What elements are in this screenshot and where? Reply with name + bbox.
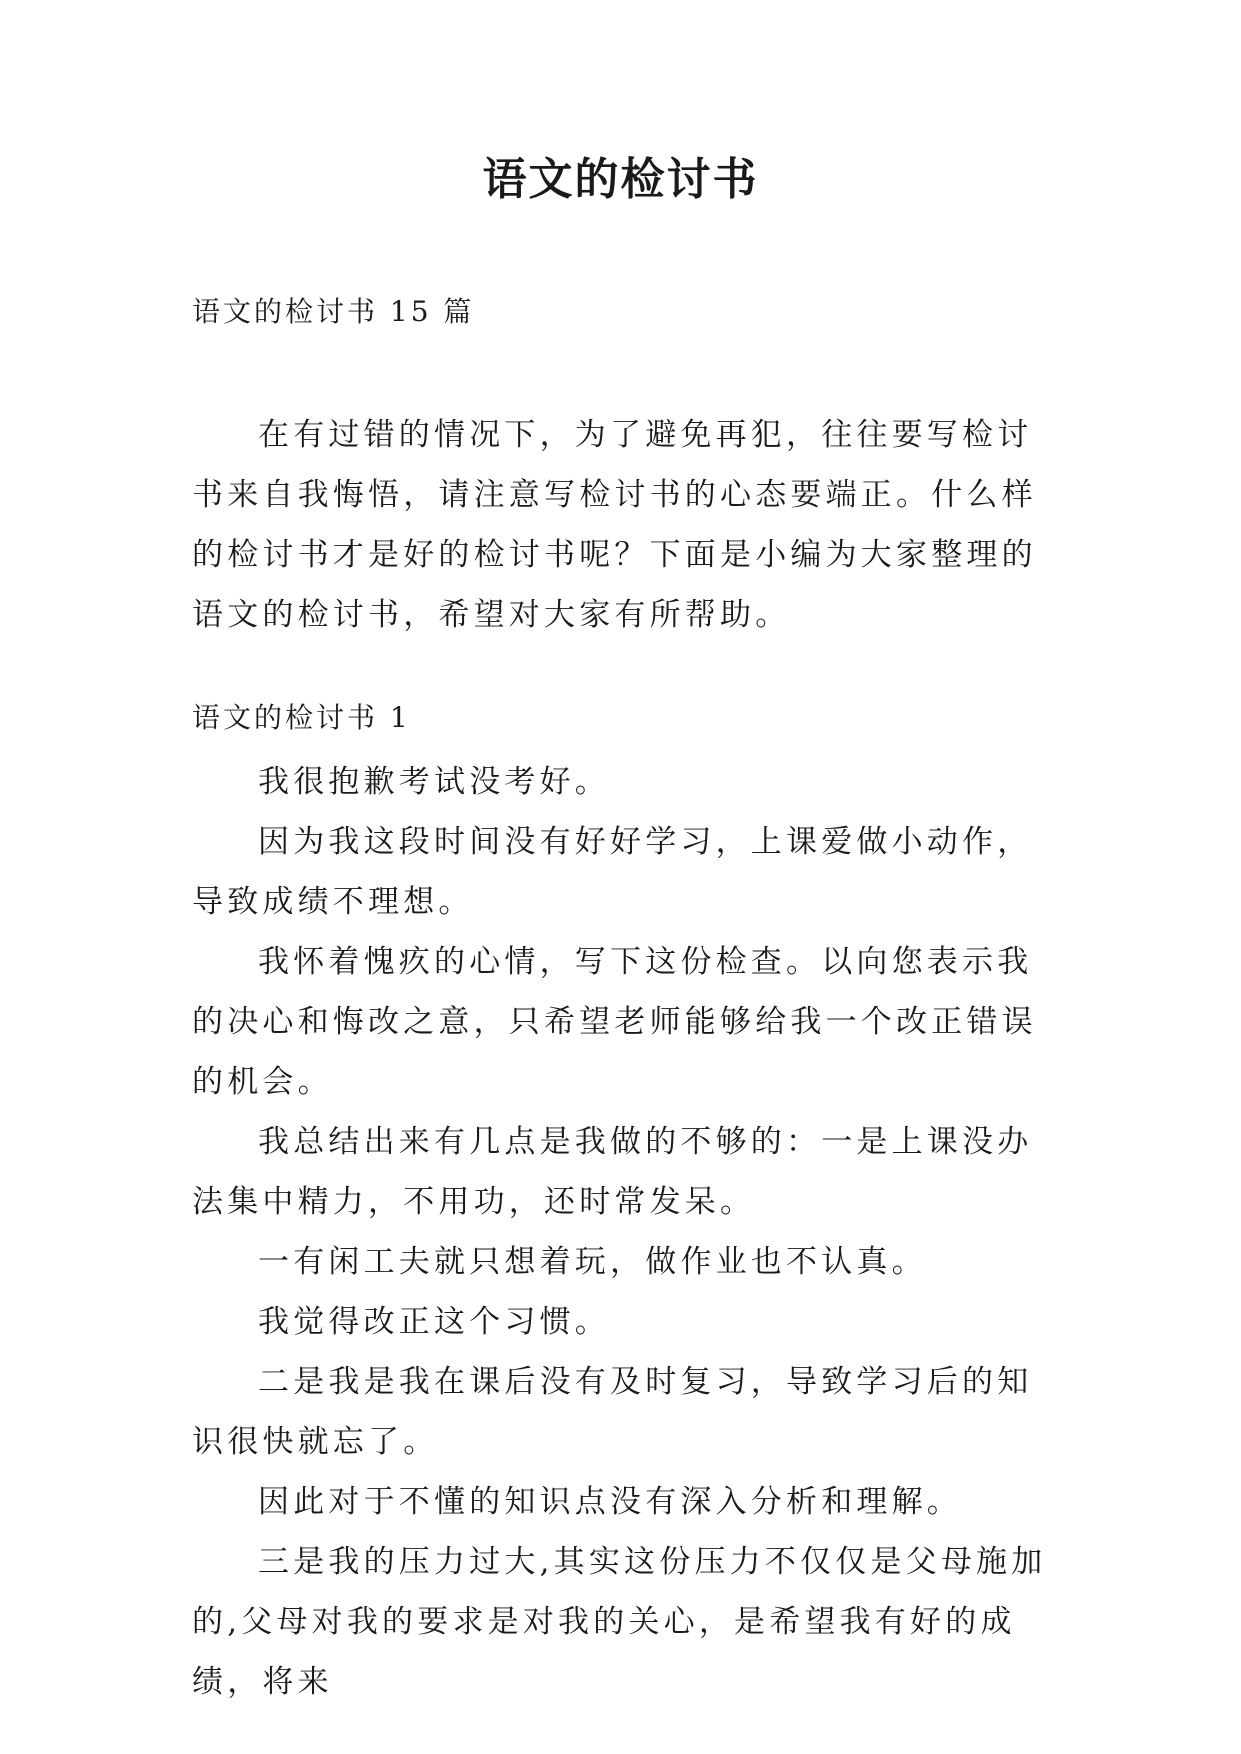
paragraph: 我总结出来有几点是我做的不够的：一是上课没办法集中精力，不用功，还时常发呆。 [192, 1124, 1033, 1220]
paragraph: 我觉得改正这个习惯。 [258, 1304, 610, 1340]
paragraph: 因此对于不懂的知识点没有深入分析和理解。 [258, 1484, 962, 1520]
paragraph: 二是我是我在课后没有及时复习，导致学习后的知识很快就忘了。 [192, 1364, 1033, 1460]
paragraph: 三是我的压力过大,其实这份压力不仅仅是父母施加的,父母对我的要求是对我的关心，是希望我有好的成绩，将来 [192, 1544, 1047, 1700]
intro-paragraph: 在有过错的情况下，为了避免再犯，往往要写检讨书来自我悔悟，请注意写检讨书的心态要端正。什么样的检讨书才是好的检讨书呢？下面是小编为大家整理的语文的检讨书，希望对大家有所帮助。 [192, 417, 1037, 633]
paragraph: 一有闲工夫就只想着玩，做作业也不认真。 [258, 1244, 927, 1280]
paragraph: 我很抱歉考试没考好。 [258, 764, 610, 800]
section-body [192, 752, 1062, 1712]
paragraph: 因为我这段时间没有好好学习，上课爱做小动作，导致成绩不理想。 [192, 824, 1033, 920]
document-title: 语文的检讨书 [482, 154, 759, 205]
paragraph: 我怀着愧疚的心情，写下这份检查。以向您表示我的决心和悔改之意，只希望老师能够给我一个改正错误的机会。 [192, 944, 1037, 1100]
document-subtitle: 语文的检讨书 15 篇 [192, 295, 475, 328]
section-heading: 语文的检讨书 1 [192, 701, 411, 734]
